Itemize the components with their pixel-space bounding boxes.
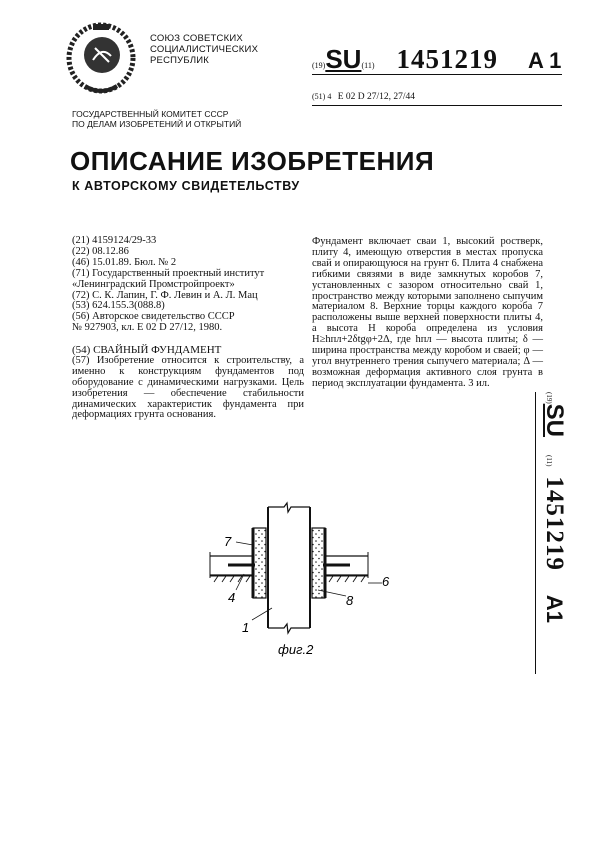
side-patent-number: 1451219 <box>541 476 568 571</box>
soil-6 <box>210 576 368 582</box>
committee-line: ГОСУДАРСТВЕННЫЙ КОМИТЕТ СССР <box>72 109 229 119</box>
abstract-right: Фундамент включает сваи 1, высокий ростверк, плиту 4, имеющую отверстия в местах пропуска свай и опирающуюся на грунт 6. Плита 4 снабжена гибкими связями в виде замкнутых коробов 7, установленных с зазором относительно свай 1, пространство между которыми заполнено сыпучим материалом 8. Верхние торцы каждого короба 7 расположены выше верхней поверхности плиты 4, а высота H короба определена из условия H≥hпл+2δtgφ+2Δ, где hпл — высота плиты; δ — ширина пространства между коробом и сваей; φ — угол внутреннего трения сыпучего материала; Δ — возможная деформация активного слоя грунта в период эксплуатации фундамента. 3 ил. <box>312 236 543 389</box>
biblio-line: (21) 4159124/29-33 <box>72 235 157 246</box>
document-title: ОПИСАНИЕ ИЗОБРЕТЕНИЯ <box>70 146 435 176</box>
label-4: 4 <box>228 590 236 605</box>
figure-drawing <box>200 490 410 665</box>
figure-caption: фиг.2 <box>278 642 314 657</box>
abstract-left <box>72 345 304 421</box>
biblio-line: (22) 08.12.86 <box>72 245 129 257</box>
side-stamp <box>541 392 588 674</box>
side-kind-code: A1 <box>542 594 567 624</box>
patent-number-line <box>312 44 562 75</box>
patent-number: 1451219 <box>396 44 498 74</box>
union-line: СОЮЗ СОВЕТСКИХ <box>150 33 243 44</box>
side-country: SU <box>541 403 568 438</box>
code-11: (11) <box>361 61 375 70</box>
kind-code: A 1 <box>527 48 562 73</box>
label-7: 7 <box>224 534 232 549</box>
figure-2 <box>200 490 410 665</box>
biblio-line: (53) 624.155.3(088.8) <box>72 300 165 312</box>
biblio-line: (72) С. К. Лапин, Г. Ф. Левин и А. Л. Мац <box>72 289 258 301</box>
code-19: (19) <box>312 61 326 70</box>
ussr-emblem-icon <box>65 22 137 98</box>
union-line: СОЦИАЛИСТИЧЕСКИХ <box>150 44 259 55</box>
invention-title: (54) СВАЙНЫЙ ФУНДАМЕНТ <box>72 344 222 356</box>
plate-4 <box>210 552 368 578</box>
side-code-19: (19) <box>545 392 553 404</box>
label-6: 6 <box>382 574 390 589</box>
ipc-prefix: (51) 4 <box>312 92 332 101</box>
committee <box>72 109 241 129</box>
union-line: РЕСПУБЛИК <box>150 55 210 66</box>
biblio-line: (56) Авторское свидетельство СССР <box>72 311 235 323</box>
side-code-11: (11) <box>545 455 553 467</box>
document-subtitle: К АВТОРСКОМУ СВИДЕТЕЛЬСТВУ <box>72 179 300 193</box>
country-code: SU <box>325 44 362 74</box>
ipc-line <box>312 92 562 106</box>
label-8: 8 <box>346 593 354 608</box>
label-1: 1 <box>242 620 250 635</box>
bibliographic-data <box>72 236 307 334</box>
box-7 <box>253 528 325 598</box>
biblio-line: (46) 15.01.89. Бюл. № 2 <box>72 256 177 268</box>
biblio-line: «Ленинградский Промстройпроект» <box>72 278 235 290</box>
ipc-classes: E 02 D 27/12, 27/44 <box>337 92 416 102</box>
pile-1 <box>268 503 310 633</box>
biblio-line: № 927903, кл. E 02 D 27/12, 1980. <box>72 322 223 334</box>
union-name <box>150 33 258 66</box>
abstract-text: (57) Изобретение относится к строительству, а именно к конструкциям фундаментов под оборудование с динамическими нагрузками. Цель изобретения — обеспечение стабильности динамических характеристик фундамента при деформациях грунта основания. <box>72 354 304 421</box>
committee-line: ПО ДЕЛАМ ИЗОБРЕТЕНИЙ И ОТКРЫТИЙ <box>72 119 242 129</box>
biblio-line: (71) Государственный проектный институт <box>72 267 265 279</box>
